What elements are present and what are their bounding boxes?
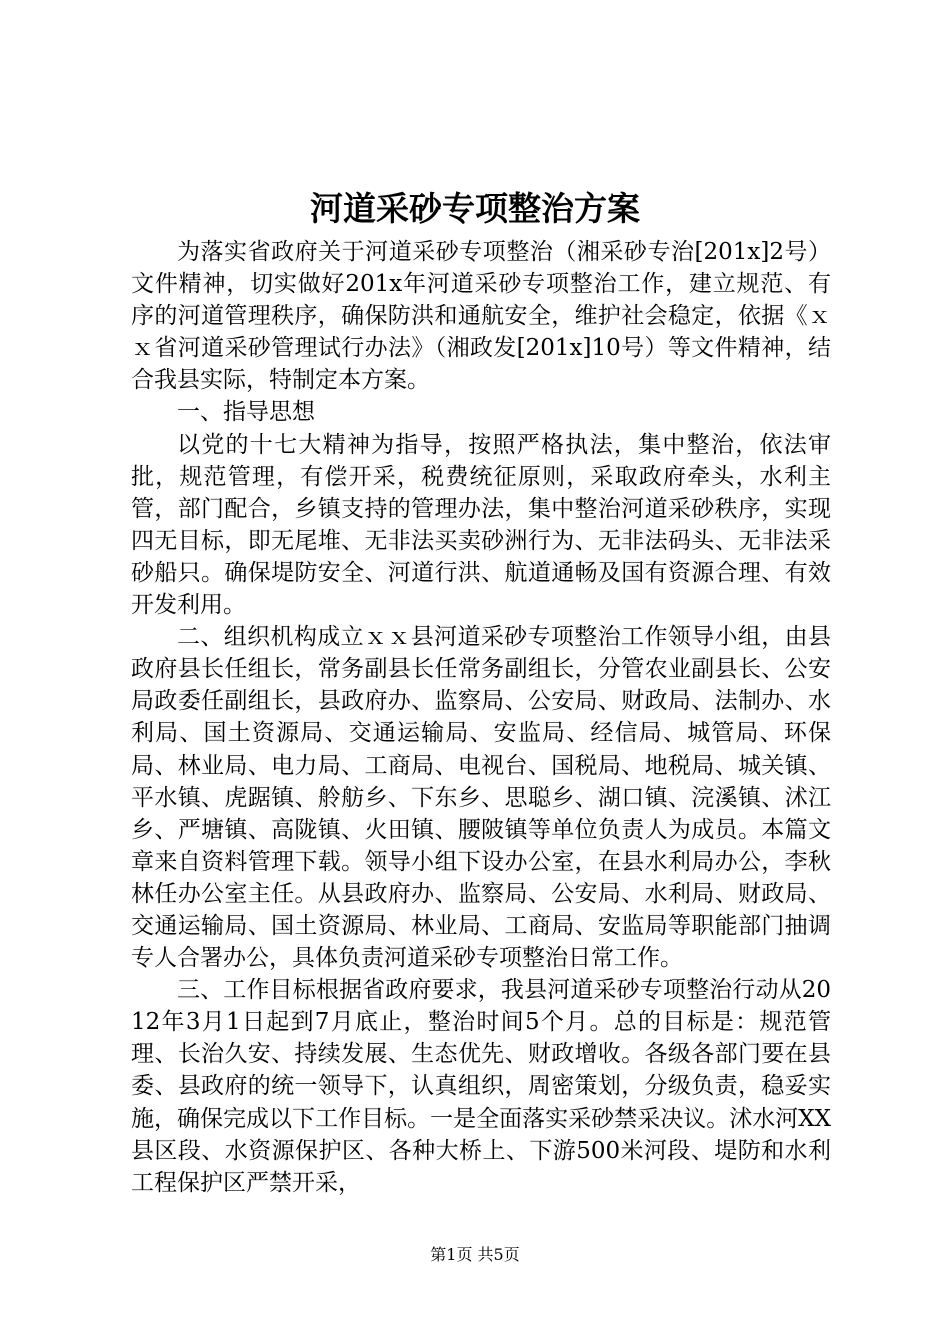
document-title: 河道采砂专项整治方案	[310, 189, 640, 228]
page-number: 第1页 共5页	[430, 1245, 520, 1264]
paragraph-work-goals: 三、工作目标根据省政府要求，我县河道采砂专项整治行动从2012年3月1日起到7月底止，整治时间5个月。总的目标是：规范管理、长治久安、持续发展、生态优先、财政增收。各级各部门要在县委、县政府的统一领导下，认真组织，周密策划，分级负责，稳妥实施，确保完成以下工作目标。一是全面落实采砂禁采决议。沭水河XX县区段、水资源保护区、各种大桥上、下游500米河段、堤防和水利工程保护区严禁开采，	[131, 977, 831, 1196]
document-body	[131, 236, 831, 1199]
heading-guiding-ideology: 一、指导思想	[177, 399, 315, 426]
paragraph-guiding-ideology: 以党的十七大精神为指导，按照严格执法，集中整治，依法审批，规范管理，有偿开采，税费统征原则，采取政府牵头，水利主管，部门配合，乡镇支持的管理办法，集中整治河道采砂秩序，实现四无目标，即无尾堆、无非法买卖砂洲行为、无非法码头、无非法采砂船只。确保堤防安全、河道行洪、航道通畅及国有资源合理、有效开发利用。	[131, 431, 831, 619]
paragraph-intro: 为落实省政府关于河道采砂专项整治（湘采砂专治[201x]2号）文件精神，切实做好201x年河道采砂专项整治工作，建立规范、有序的河道管理秩序，确保防洪和通航安全，维护社会稳定，依据《ｘｘ省河道采砂管理试行办法》（湘政发[201x]10号）等文件精神，结合我县实际，特制定本方案。	[131, 239, 831, 394]
paragraph-organization: 二、组织机构成立ｘｘ县河道采砂专项整治工作领导小组，由县政府县长任组长，常务副县长任常务副组长，分管农业副县长、公安局政委任副组长，县政府办、监察局、公安局、财政局、法制办、水利局、国土资源局、交通运输局、安监局、经信局、城管局、环保局、林业局、电力局、工商局、电视台、国税局、地税局、城关镇、平水镇、虎踞镇、舲舫乡、下东乡、思聪乡、湖口镇、浣溪镇、沭江乡、严塘镇、高陇镇、火田镇、腰陂镇等单位负责人为成员。本篇文章来自资料管理下载。领导小组下设办公室，在县水利局办公，李秋林任办公室主任。从县政府办、监察局、公安局、水利局、财政局、交通运输局、国土资源局、林业局、工商局、安监局等职能部门抽调专人合署办公，具体负责河道采砂专项整治日常工作。	[131, 624, 831, 972]
